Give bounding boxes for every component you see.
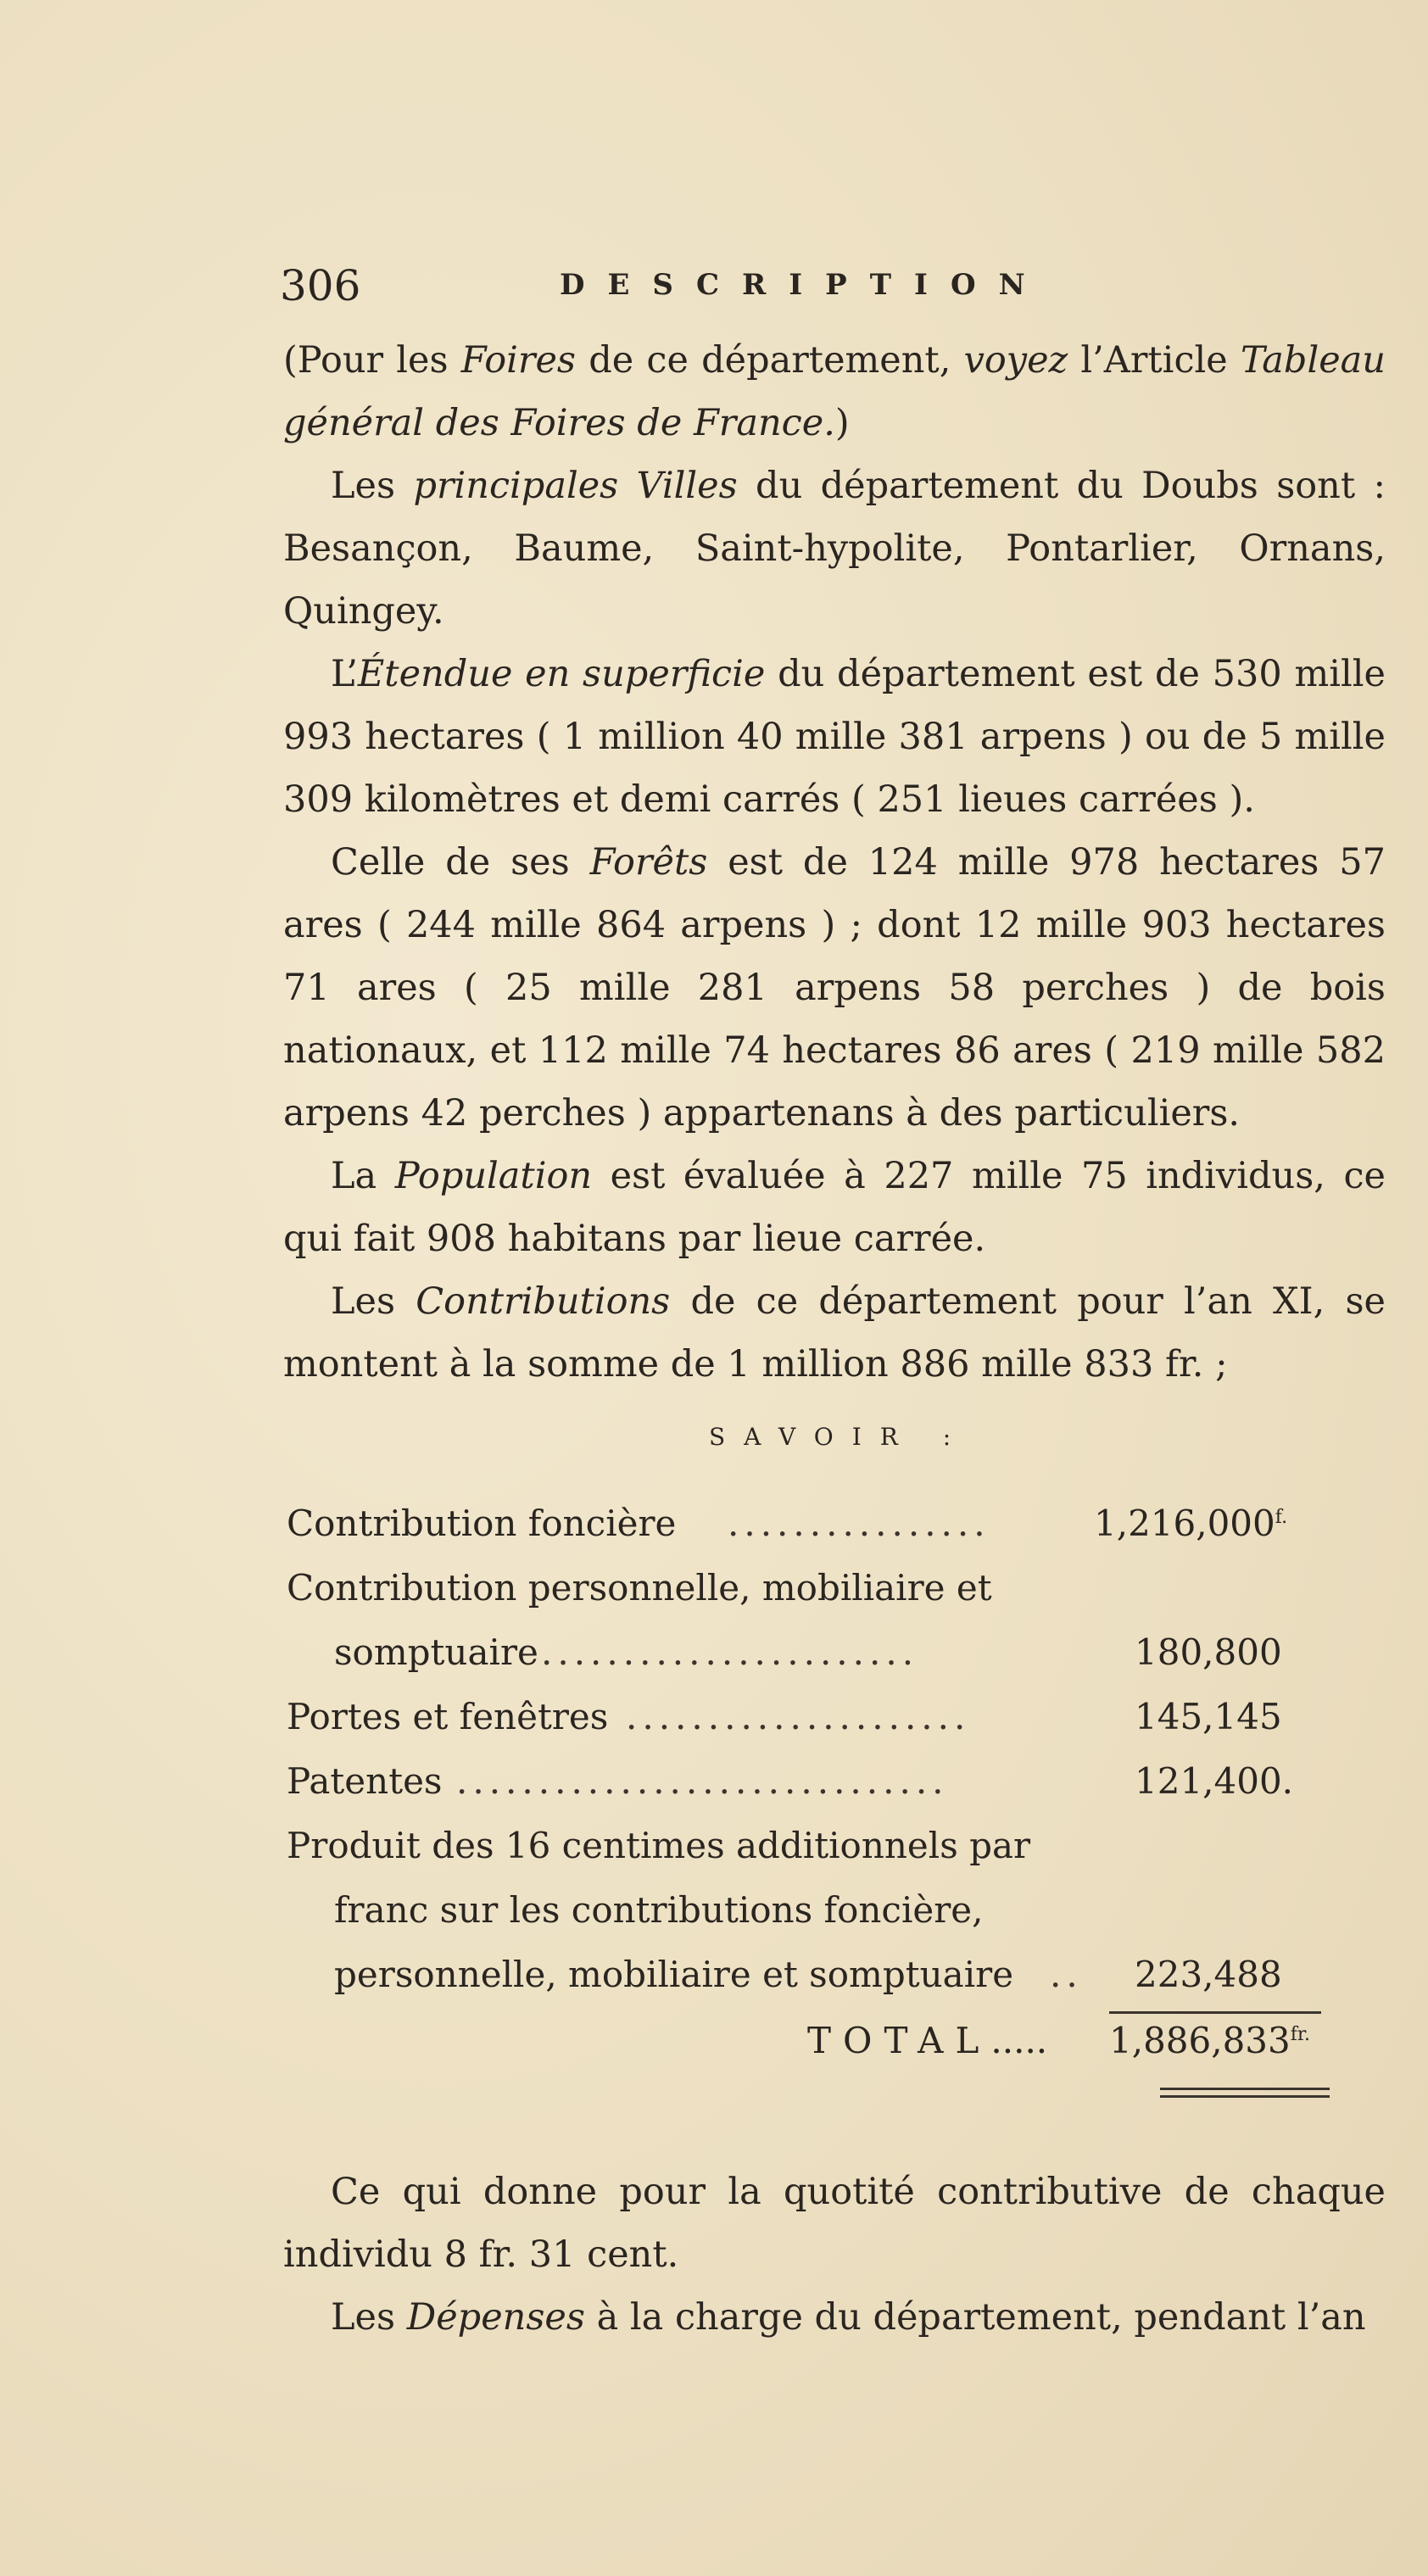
closing-text: [283, 2161, 1386, 2349]
paragraph-contributions: Les Contributions de ce département pour l’an XI, se montent à la somme de 1 million 886 mille 833 fr. ;: [283, 1280, 1386, 1386]
table-row: [287, 1567, 1338, 1626]
table-row: [287, 1760, 1338, 1820]
total-double-rule: [1160, 2088, 1330, 2098]
row-label: Contribution foncière: [287, 1503, 677, 1544]
row-amount: 145,145: [1135, 1696, 1282, 1737]
row-label: Patentes: [287, 1760, 443, 1802]
table-row: [287, 1825, 1338, 1884]
row-label: personnelle, mobiliaire et somptuaire: [334, 1954, 1014, 1995]
paragraph-depenses: Les Dépenses à la charge du département, pendant l’an: [331, 2296, 1366, 2339]
paragraph-foires: (Pour les Foires de ce département, voyez l’Article Tableau général des Foires de France.): [283, 339, 1386, 444]
paragraph-forets: Celle de ses Forêts est de 124 mille 978 hectares 57 ares ( 244 mille 864 arpens ) ; dont 12 mille 903 hectares 71 ares ( 25 mille 281 arpens 58 perches ) de bois nationaux, et 112 mille 74 hectares 86 ares ( 219 mille 582 arpens 42 perches ) appartenans à des particuliers.: [283, 841, 1386, 1135]
paragraph-villes: Les principales Villes du département du Doubs sont : Besançon, Baume, Saint-hypolite, Pontarlier, Ornans, Quingey.: [283, 465, 1386, 633]
row-amount: 121,400.: [1135, 1760, 1294, 1802]
table-row: [287, 1631, 1338, 1691]
row-amount: $1,216,000^{f.}$: [1094, 1503, 1288, 1544]
total-amount: $1,886,833^{fr.}$: [1109, 2020, 1311, 2061]
row-label: Produit des 16 centimes additionnels par: [287, 1825, 1031, 1866]
page-header: [280, 261, 1128, 312]
page-number: 306: [280, 261, 361, 310]
running-title: DESCRIPTION: [560, 268, 1048, 302]
paragraph-quotite: Ce qui donne pour la quotité contributive de chaque individu 8 fr. 31 cent.: [283, 2171, 1386, 2276]
leader-dots: ................: [728, 1503, 990, 1544]
row-label: franc sur les contributions foncière,: [334, 1889, 984, 1931]
paragraph-population: La Population est évaluée à 227 mille 75 individus, ce qui fait 908 habitans par lieue carrée.: [283, 1155, 1386, 1260]
table-row: [287, 1954, 1338, 2013]
leader-dots: ..............................: [456, 1760, 949, 1802]
table-row: [287, 1503, 1338, 1562]
total-label: TOTAL: [807, 2020, 991, 2061]
body-text: [283, 329, 1386, 1396]
table-row: [287, 1889, 1338, 1949]
sum-rule: [1109, 2011, 1321, 2014]
total-row: [287, 2020, 1338, 2079]
paragraph-etendue: L’Étendue en superficie du département est de 530 mille 993 hectares ( 1 million 40 mille 381 arpens ) ou de 5 mille 309 kilomètres et demi carrés ( 251 lieues carrées ).: [283, 653, 1386, 821]
row-label: Contribution personnelle, mobiliaire et: [287, 1567, 992, 1609]
row-amount: 223,488: [1135, 1954, 1282, 1995]
savoir-heading: SAVOIR :: [709, 1423, 970, 1451]
table-row: [287, 1696, 1338, 1755]
leader-dots: .......................: [541, 1631, 919, 1673]
leader-dots: .....: [990, 2020, 1048, 2061]
row-label: somptuaire: [334, 1631, 538, 1673]
leader-dots: ..: [1050, 1954, 1083, 1995]
row-label: Portes et fenêtres: [287, 1696, 609, 1737]
row-amount: 180,800: [1135, 1631, 1282, 1673]
leader-dots: .....................: [626, 1696, 971, 1737]
